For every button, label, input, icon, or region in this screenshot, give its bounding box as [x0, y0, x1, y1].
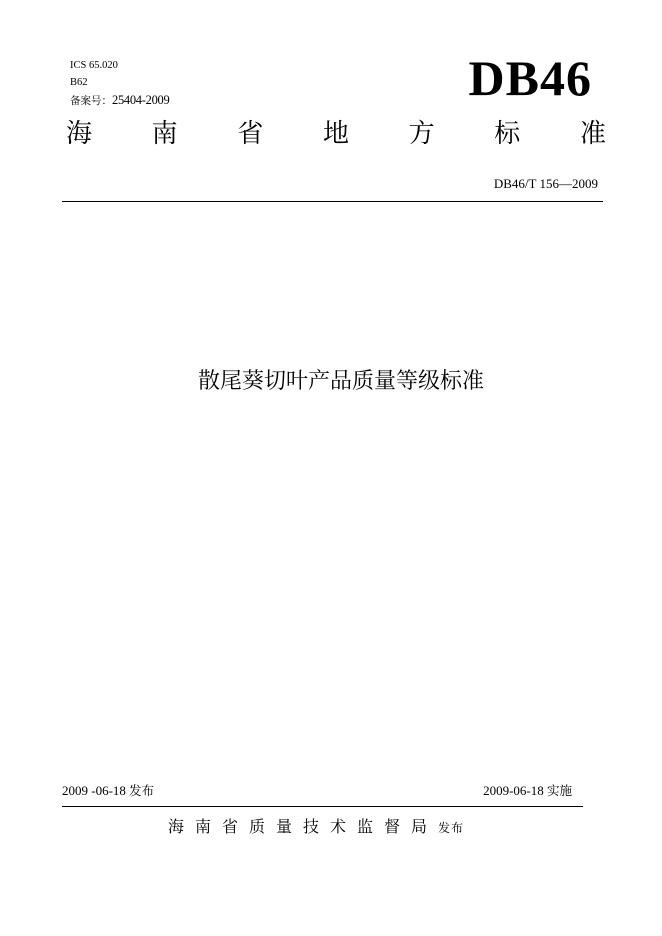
implementation-date-label: 实施 — [546, 783, 572, 798]
standard-type-char: 准 — [579, 119, 606, 149]
standard-type-char: 方 — [408, 119, 435, 149]
filing-number: 25404-2009 — [112, 93, 170, 107]
standard-type-heading — [66, 118, 606, 150]
issuer-action: 发布 — [438, 821, 465, 835]
issuer-organization: 海南省质量技术监督局 — [168, 817, 439, 836]
ics-code: ICS 65.020 — [70, 60, 118, 71]
classification-code: B62 — [70, 77, 88, 88]
standard-number: DB46/T 156—2009 — [493, 176, 598, 191]
header-divider — [62, 201, 603, 202]
standard-type-char: 地 — [322, 119, 349, 149]
standard-type-char: 省 — [237, 119, 264, 149]
standard-type-char: 海 — [66, 119, 93, 149]
standard-type-char: 南 — [151, 119, 178, 149]
issue-date — [62, 783, 154, 799]
issuing-authority — [168, 816, 464, 839]
issue-date-label: 发布 — [129, 783, 155, 798]
issue-date-value: 2009 -06-18 — [62, 783, 126, 798]
filing-label: 备案号： — [70, 96, 112, 107]
standard-type-char: 标 — [494, 119, 521, 149]
footer-divider — [62, 806, 583, 807]
implementation-date-value: 2009-06-18 — [483, 783, 544, 798]
filing-record — [70, 94, 169, 108]
document-title: 散尾葵切叶产品质量等级标准 — [197, 369, 484, 394]
implementation-date — [483, 783, 572, 799]
db-code-logo: DB46 — [468, 50, 592, 106]
